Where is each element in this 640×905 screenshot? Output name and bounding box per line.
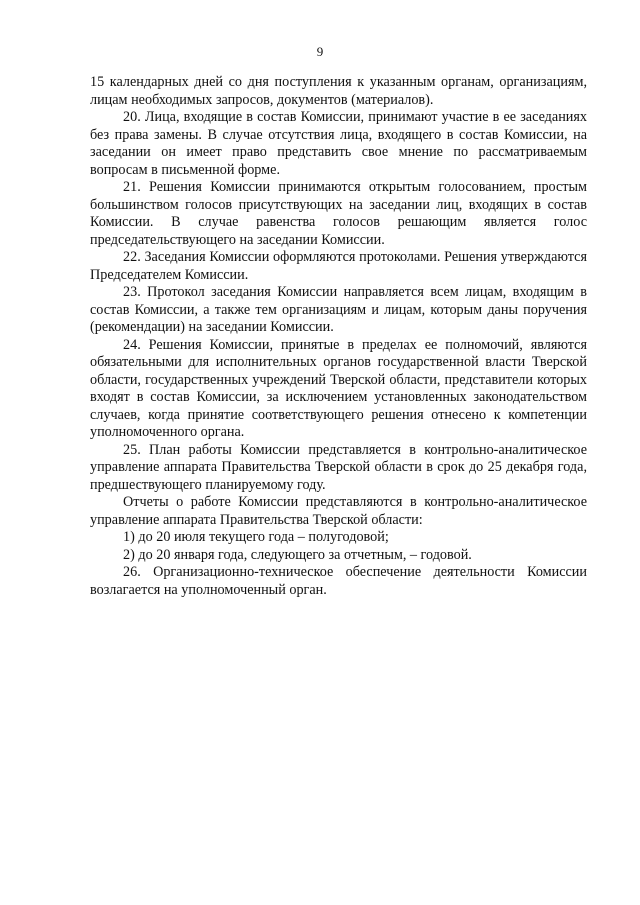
paragraph-23: 23. Протокол заседания Комиссии направляется всем лицам, входящим в состав Комиссии, а также тем организациям и лицам, которым даны поручения (рекомендации) на заседании Комиссии.	[90, 284, 587, 335]
paragraph-continuation: 15 календарных дней со дня поступления к указанным органам, организациям, лицам необходимых запросов, документов (материалов).	[90, 74, 587, 108]
paragraph-26: 26. Организационно-техническое обеспечение деятельности Комиссии возлагается на уполномоченный орган.	[90, 564, 587, 598]
list-item-1: 1) до 20 июля текущего года – полугодовой;	[123, 529, 389, 545]
paragraph-22: 22. Заседания Комиссии оформляются протоколами. Решения утверждаются Председателем Комиссии.	[90, 249, 587, 283]
page-number: 9	[316, 44, 324, 59]
paragraph-reports: Отчеты о работе Комиссии представляются в контрольно-аналитическое управление аппарата Правительства Тверской области:	[90, 494, 587, 528]
document-body	[90, 74, 587, 599]
paragraph-20: 20. Лица, входящие в состав Комиссии, принимают участие в ее заседаниях без права замены. В случае отсутствия лица, входящего в состав Комиссии, на заседании он имеет право представить свое мнение по рассматриваемым вопросам в письменной форме.	[90, 109, 587, 178]
paragraph-25: 25. План работы Комиссии представляется в контрольно-аналитическое управление аппарата Правительства Тверской области в срок до 25 декабря года, предшествующего планируемому году.	[90, 441, 587, 493]
paragraph-21: 21. Решения Комиссии принимаются открытым голосованием, простым большинством голосов присутствующих на заседании лиц, входящих в состав Комиссии. В случае равенства голосов решающим является голос председательствующего на заседании Комиссии.	[90, 179, 587, 248]
paragraph-24: 24. Решения Комиссии, принятые в пределах ее полномочий, являются обязательными для исполнительных органов государственной власти Тверской области, государственных учреждений Тверской области, представители которых входят в состав Комиссии, за исключением установленных законодательством случаев, когда принятие соответствующего решения отнесено к компетенции уполномоченного органа.	[90, 336, 587, 440]
list-item-2: 2) до 20 января года, следующего за отчетным, – годовой.	[123, 546, 472, 563]
